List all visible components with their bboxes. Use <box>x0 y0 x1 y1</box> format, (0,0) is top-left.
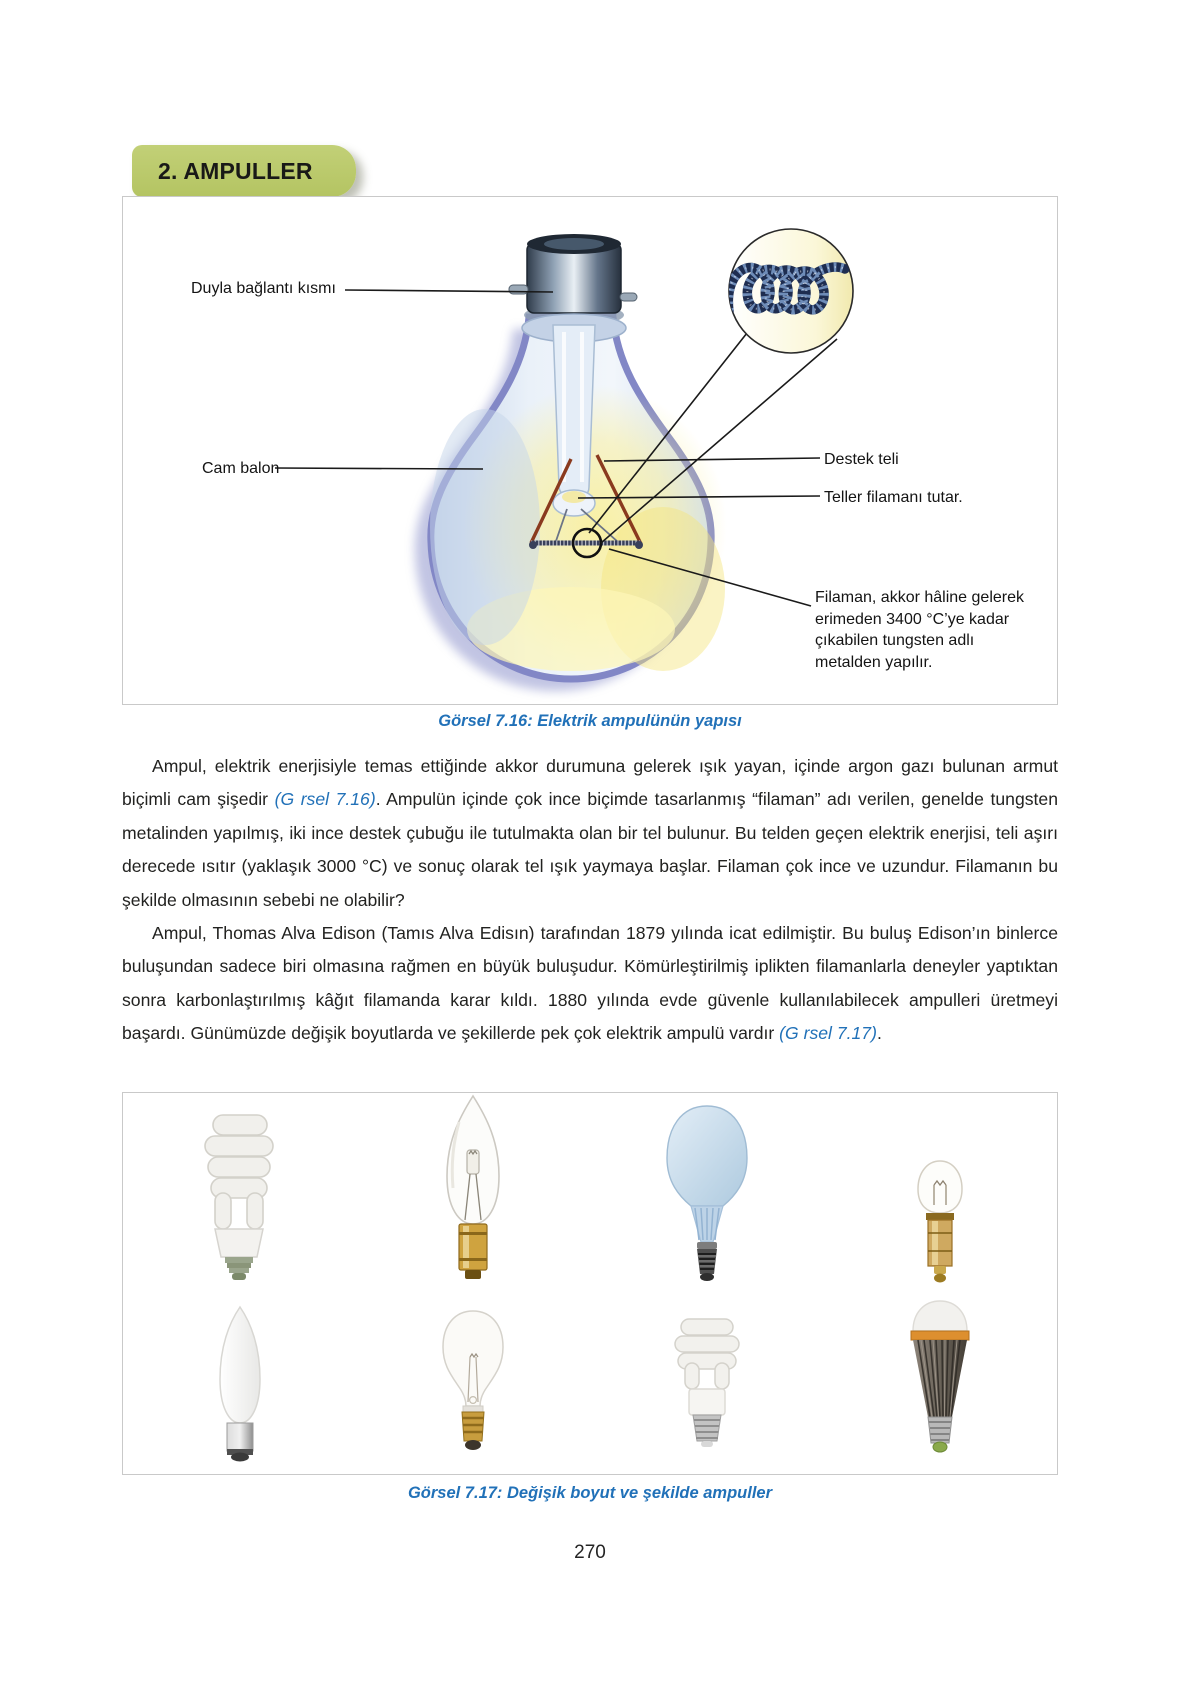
label-glass-balloon: Cam balon <box>202 460 280 477</box>
cfl-spiral-bulb-image <box>175 1109 305 1287</box>
frosted-candle-bulb-image <box>180 1303 300 1465</box>
bayonet-pin <box>620 293 637 301</box>
label-filament-holder: Teller filamanı tutar. <box>824 489 963 506</box>
halogen-candle-bulb-image <box>413 1092 533 1287</box>
section-title: 2. AMPULLER <box>158 157 313 184</box>
label-support-wire: Destek teli <box>824 451 899 468</box>
figure-bulb-structure <box>122 196 1058 705</box>
page-number: 270 <box>574 1542 606 1563</box>
paragraph-2 <box>122 917 1058 1051</box>
figure1-caption: Görsel 7.16: Elektrik ampulünün yapısı <box>438 712 742 730</box>
figure2-caption: Görsel 7.17: Değişik boyut ve şekilde ampuller <box>407 1484 773 1502</box>
bayonet-pin <box>509 285 528 294</box>
label-socket-connection: Duyla bağlantı kısmı <box>191 280 336 297</box>
blue-led-bulb-image <box>647 1102 767 1287</box>
figure-7-17-reference: (G rsel 7.17) <box>779 1023 877 1044</box>
paragraph-2-text: Ampul, Thomas Alva Edison (Tamıs Alva Edisın) tarafından 1879 yılında icat edilmiştir. Bu buluş Edison’ın binlerce buluşundan sadece biri olmasına rağmen en büyük buluşudur. Kömürleştirilmiş iplikten filamanlarla deneyler yaptıktan sonra karbonlaştırılmış kâğıt filamanda karar kıldı. 1880 yılında evde güvenle kullanılabilecek ampulleri üretmeyi başardı. Günümüzde değişik boyutlarda ve şekillerde pek çok elektrik ampulü vardır <box>122 923 1058 1044</box>
small-spiral-cfl-bulb-image <box>647 1315 767 1465</box>
paragraph-1 <box>122 750 1058 917</box>
paragraph-2-text-continued: . <box>876 1023 882 1044</box>
metal-heatsink-led-bulb-image <box>880 1297 1000 1465</box>
paragraph-1-text: Ampul, elektrik enerjisiyle temas ettiğinde akkor durumuna gelerek ışık yayan, içinde argon gazı bulunan armut biçimli cam şişedir <box>122 756 1058 810</box>
classic-incandescent-bulb-image <box>413 1307 533 1465</box>
body-text <box>122 750 1058 1051</box>
glass-label-line <box>275 468 483 469</box>
figure-7-16-reference: (G rsel 7.16) <box>274 789 376 810</box>
bulb-row-bottom <box>123 1299 1057 1465</box>
bulb-row-top <box>123 1097 1057 1287</box>
figure-bulb-varieties <box>122 1092 1058 1475</box>
glass-stem <box>553 325 595 499</box>
paragraph-1-text-continued: . Ampulün içinde çok ince biçimde tasarlanmış “filaman” adı verilen, genelde tungsten metalinden yapılmış, iki ince destek çubuğu ile tutulmakta olan bir tel bulunur. Bu telden geçen elektrik enerjisi, teli aşırı derecede ısıtır (yaklaşık 3000 °C) ve sonuç olarak tel ışık yaymaya başlar. Filaman çok ince ve uzundur. Filamanın bu şekilde olmasının sebebi ne olabilir? <box>122 789 1058 910</box>
section-badge <box>132 145 356 197</box>
label-filament: Filaman, akkor hâline gelerek erimeden 3400 °C’ye kadar çıkabilen tungsten adlı metalden yapılır. <box>815 589 1024 671</box>
miniature-indicator-bulb-image <box>880 1155 1000 1287</box>
